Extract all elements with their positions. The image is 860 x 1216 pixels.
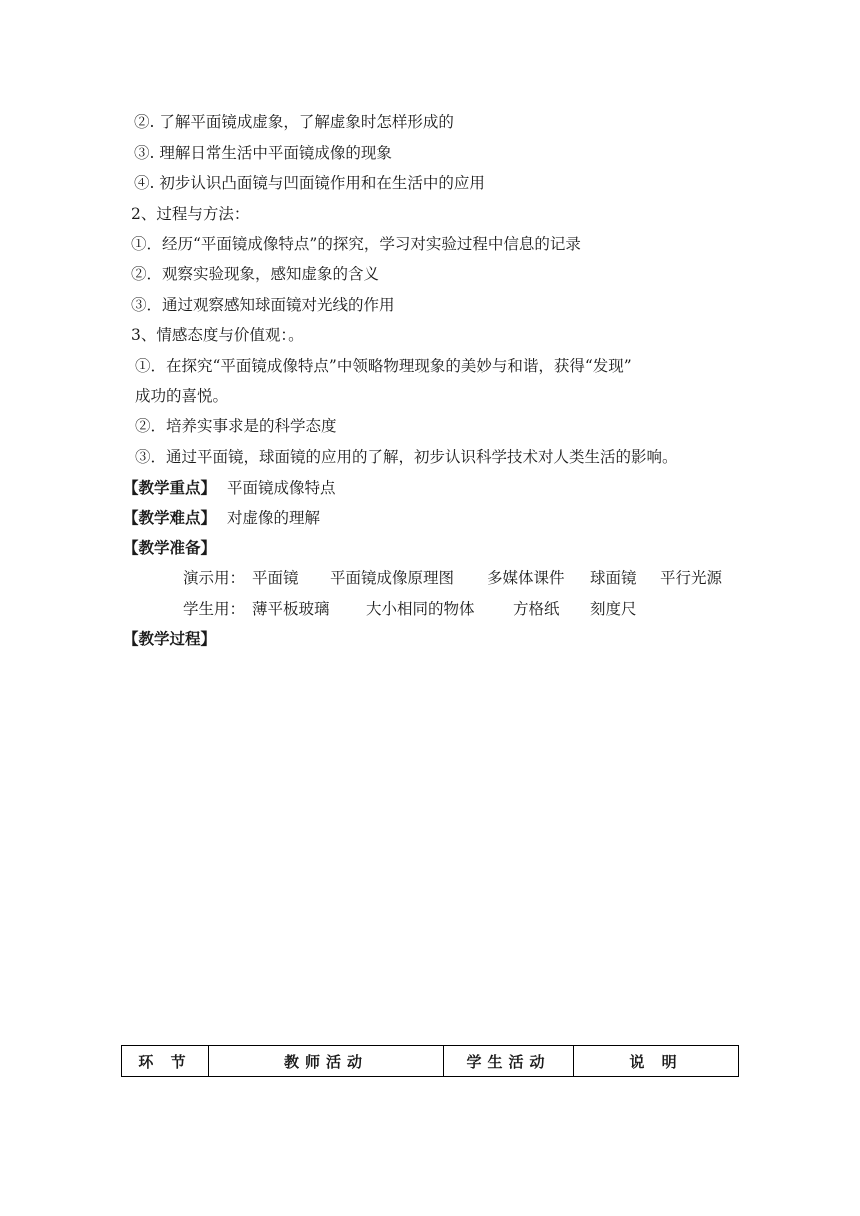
demo-item: 平面镜 (252, 569, 299, 587)
student-item: 方格纸 (513, 600, 560, 618)
student-equipment-row (0, 599, 860, 619)
teaching-process-label: 【教学过程】 (123, 630, 217, 648)
table-header-row (122, 1046, 739, 1077)
student-label: 学生用： (183, 600, 246, 618)
emotion-item-1-cont: 成功的喜悦。 (135, 387, 229, 405)
difficulty-row (123, 508, 320, 528)
process-item-2: ②．观察实验现象，感知虚象的含义 (131, 265, 380, 283)
key-point-label: 【教学重点】 (123, 479, 217, 497)
key-point-text: 平面镜成像特点 (226, 479, 336, 497)
preparation-label: 【教学准备】 (123, 539, 217, 557)
demo-item: 平面镜成像原理图 (330, 569, 455, 587)
demo-item: 平行光源 (660, 569, 723, 587)
difficulty-label: 【教学难点】 (123, 509, 217, 527)
demo-equipment-row (0, 568, 860, 588)
process-heading: 2、过程与方法： (131, 205, 250, 223)
knowledge-item-3: ③. 理解日常生活中平面镜成像的现象 (134, 144, 392, 162)
knowledge-item-2: ②. 了解平面镜成虚象，了解虚象时怎样形成的 (134, 113, 454, 131)
header-teacher-activity: 教师活动 (209, 1046, 444, 1077)
header-student-activity: 学生活动 (444, 1046, 574, 1077)
difficulty-text: 对虚像的理解 (226, 509, 320, 527)
emotion-item-3: ③．通过平面镜，球面镜的应用的了解，初步认识科学技术对人类生活的影响。 (135, 448, 678, 466)
emotion-item-1: ①．在探究“平面镜成像特点”中领略物理现象的美妙与和谐，获得“发现” (135, 357, 632, 375)
emotion-item-2: ②．培养实事求是的科学态度 (135, 417, 337, 435)
emotion-heading: 3、情感态度与价值观：。 (131, 326, 304, 344)
student-item: 薄平板玻璃 (252, 600, 330, 618)
demo-label: 演示用： (183, 569, 246, 587)
student-item: 刻度尺 (590, 600, 637, 618)
header-stage: 环 节 (122, 1046, 209, 1077)
process-item-1: ①．经历“平面镜成像特点”的探究，学习对实验过程中信息的记录 (131, 235, 581, 253)
key-point-row (123, 478, 335, 498)
demo-item: 球面镜 (590, 569, 637, 587)
demo-item: 多媒体课件 (487, 569, 565, 587)
lesson-table-header (121, 1045, 739, 1077)
header-notes: 说 明 (574, 1046, 739, 1077)
student-item: 大小相同的物体 (366, 600, 475, 618)
process-item-3: ③．通过观察感知球面镜对光线的作用 (131, 296, 395, 314)
knowledge-item-4: ④. 初步认识凸面镜与凹面镜作用和在生活中的应用 (134, 174, 485, 192)
